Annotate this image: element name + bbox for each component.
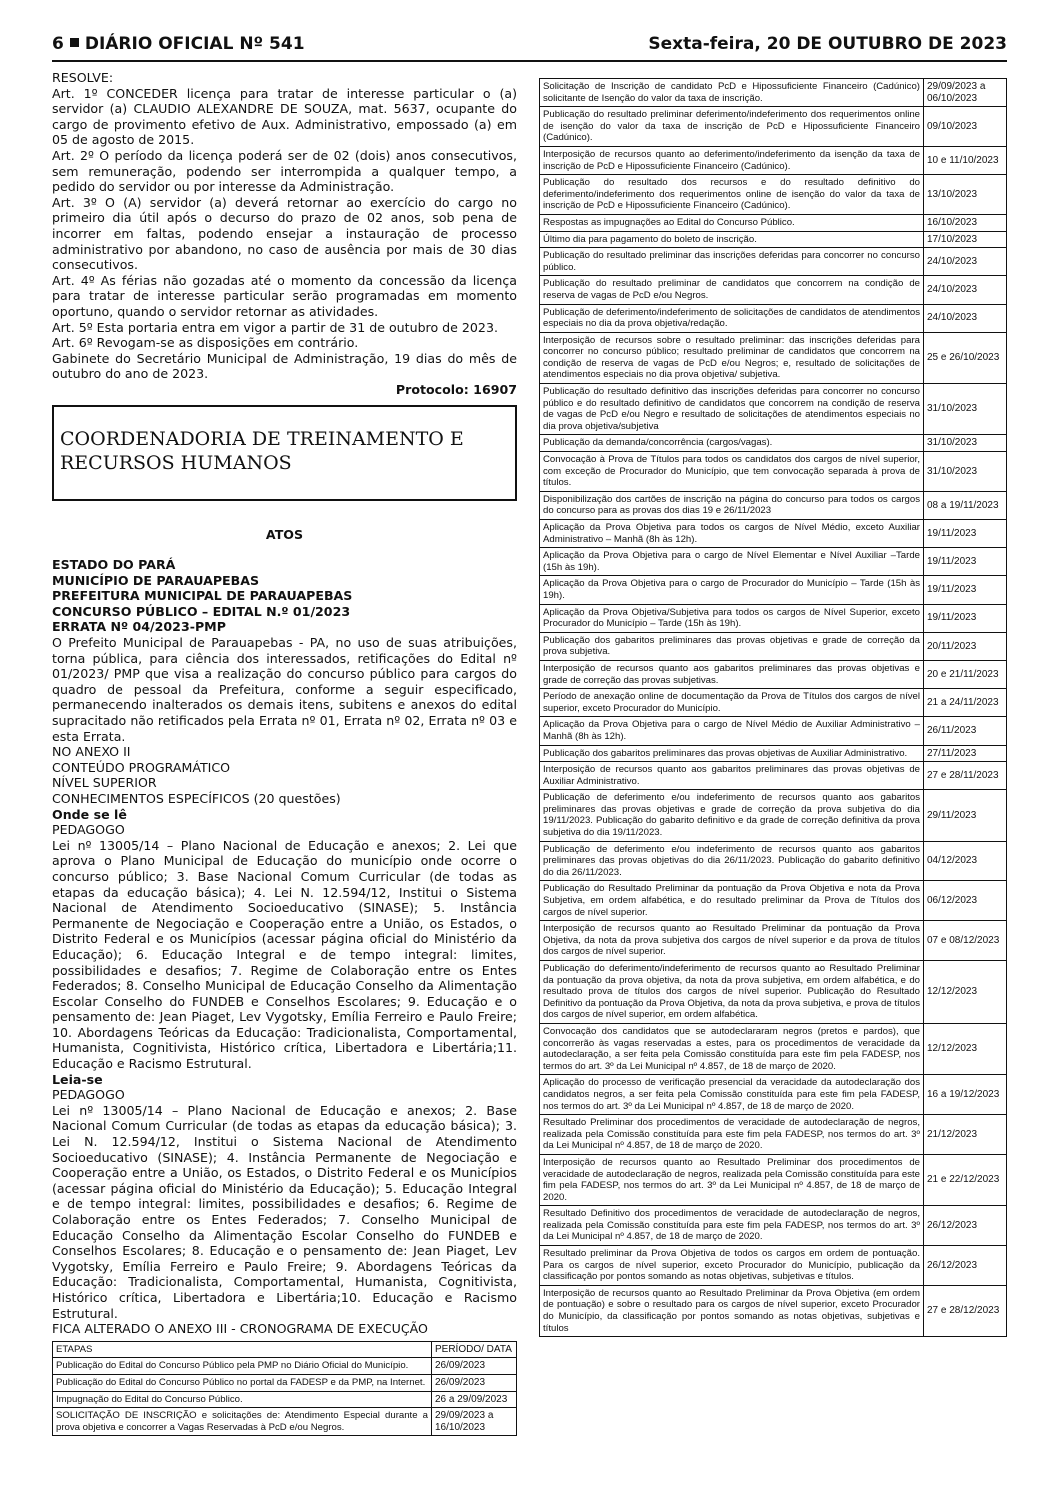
periodo-cell: 13/10/2023 [924, 175, 1007, 215]
periodo-cell: 06/12/2023 [924, 881, 1007, 921]
article-3: Art. 3º O (A) servidor (a) deverá retornar ao exercício do cargo no primeiro dia útil após o decurso do prazo de 02 anos, sob pena de incorrer em faltas, podendo ensejar a instauração de processo administrativo por abandono, no caso de ausência por mais de 30 dias consecutivos. [52, 194, 517, 273]
etapa-cell: Aplicação da Prova Objetiva para o cargo de Nível Médio de Auxiliar Administrativo – Manhã (8h às 12h). [540, 717, 924, 745]
heading-concurso: CONCURSO PÚBLICO – EDITAL N.º 01/2023 [52, 603, 351, 619]
periodo-cell: 29/09/2023 a 06/10/2023 [924, 79, 1007, 107]
table-row [540, 762, 1007, 790]
periodo-cell: 20 e 21/11/2023 [924, 660, 1007, 688]
periodo-cell: 31/10/2023 [924, 452, 1007, 492]
table-row [540, 745, 1007, 762]
table-row [53, 1408, 517, 1436]
periodo-cell: 27/11/2023 [924, 745, 1007, 762]
periodo-cell: 26/11/2023 [924, 717, 1007, 745]
periodo-cell: 27 e 28/11/2023 [924, 762, 1007, 790]
etapa-cell: Resultado Definitivo dos procedimentos de veracidade de autodeclaração de negros, realizada pela Comissão constituída para este fim pela FADESP, nos termos do art. 3º da Lei Municipal nº 4.857, de 18 de março de 2020. [540, 1206, 924, 1246]
etapa-cell: Aplicação da Prova Objetiva para todos os cargos de Nível Médio, exceto Auxiliar Administrativo – Manhã (8h às 12h). [540, 520, 924, 548]
etapa-cell: Publicação do resultado preliminar deferimento/indeferimento dos requerimentos online de isenção do valor da taxa de inscrição de PcD e Hipossuficiente Financeiro (Cadúnico). [540, 107, 924, 147]
table-row [540, 790, 1007, 841]
periodo-cell: 31/10/2023 [924, 435, 1007, 452]
etapa-cell: Publicação de deferimento/indeferimento de solicitações de candidatos de atendimentos especiais no dia da prova objetiva/redação. [540, 304, 924, 332]
header-periodo: PERÍODO/ DATA [432, 1341, 517, 1358]
content-text-new: Lei nº 13005/14 – Plano Nacional de Educação e anexos; 2. Base Nacional Comum Curricular (de todas as etapas da educação básica); 3. Lei N. 12.594/12, Institui o Sistema Nacional de Atendimento Socioeducativo (SINASE); 4. Instância Permanente de Negociação e Cooperação entre a União, os Estados, o Distrito Federal e os Municípios (acessar página oficial do Ministério da Educação); 5. Educação Integral e de tempo integral: limites, possibilidades e desafios; 6. Regime de Colaboração entre os Entes Federados; 7. Conselho Municipal de Educação Conselho da Alimentação Escolar Conselho do FUNDEB e Conselhos Escolares; 8. Educação e o pensamento de: Jean Piaget, Lev Vygotsky, Emília Ferreiro e Paulo Freire; 9. Abordagens Teóricas da Educação: Tradicionalista, Comportamental, Humanista, Cognitivista, Histórico crítica, Libertadora e Libertária;10. Educação e Racismo Estrutural. [52, 1102, 517, 1321]
errata-intro: O Prefeito Municipal de Parauapebas - PA, no uso de suas atribuições, torna pública, para ciência dos interessados, retificações do Edital nº 01/2023/ PMP que visa a realização do concurso público para cargos do quadro de pessoal da Prefeitura, conforme a seguir especificado, permanecendo inalterados os demais itens, subitens e anexos do edital supracitado não retificados pela Errata nº 01, Errata nº 02, Errata nº 03 e esta Errata. [52, 635, 517, 744]
pedagogo-label-1: PEDAGOGO [52, 822, 125, 838]
etapa-cell: Publicação do resultado dos recursos e do resultado definitivo do deferimento/indeferimento dos requerimentos online de isenção do valor da taxa de inscrição de PcD e Hipossuficiente Financeiro (Cadúnico). [540, 175, 924, 215]
etapa-cell: Aplicação da Prova Objetiva para o cargo de Procurador do Município – Tarde (15h às 19h). [540, 576, 924, 604]
etapa-cell: Aplicação da Prova Objetiva para o cargo de Nível Elementar e Nível Auxiliar –Tarde (15h às 19h). [540, 548, 924, 576]
section-title-line-2: RECURSOS HUMANOS [60, 452, 292, 475]
heading-estado: ESTADO DO PARÁ [52, 557, 176, 573]
periodo-cell: 17/10/2023 [924, 231, 1007, 248]
periodo-cell: 25 e 26/10/2023 [924, 332, 1007, 383]
article-1: Art. 1º CONCEDER licença para tratar de interesse particular o (a) servidor (a) CLAUDIO ALEXANDRE DE SOUZA, mat. 5637, ocupante do cargo de provimento efetivo de Aux. Administrativo, empossado (a) em 05 de agosto de 2015. [52, 85, 517, 148]
table-row [540, 660, 1007, 688]
periodo-cell: 12/12/2023 [924, 1023, 1007, 1074]
etapa-cell: Resultado preliminar da Prova Objetiva de todos os cargos em ordem de pontuação. Para os cargos de nível superior, exceto Procurador do Município, publicação da classificação por pontos somando as notas objetivas, subjetivas e títulos. [540, 1246, 924, 1286]
periodo-cell: 21 a 24/11/2023 [924, 689, 1007, 717]
table-row [540, 79, 1007, 107]
periodo-cell: 16/10/2023 [924, 214, 1007, 231]
etapa-cell: Aplicação da Prova Objetiva/Subjetiva para todos os cargos de Nível Superior, exceto Procurador do Município – Tarde (15h às 19h). [540, 604, 924, 632]
periodo-cell: 20/11/2023 [924, 632, 1007, 660]
closing-line: Gabinete do Secretário Municipal de Administração, 19 dias do mês de outubro do ano de 2023. [52, 350, 517, 382]
table-row [540, 175, 1007, 215]
table-row [540, 548, 1007, 576]
table-row [540, 961, 1007, 1024]
etapa-cell: Resultado Preliminar dos procedimentos de veracidade de autodeclaração de negros, realizada pela Comissão constituída para este fim pela FADESP, nos termos do art. 3º da Lei Municipal nº 4.857, de 18 de março de 2020. [540, 1115, 924, 1155]
etapa-cell: Publicação do Resultado Preliminar da pontuação da Prova Objetiva e nota da Prova Subjetiva, em ordem alfabética, e do resultado preliminar da Prova de Títulos dos cargos de nível superior. [540, 881, 924, 921]
table-row [540, 332, 1007, 383]
periodo-cell: 07 e 08/12/2023 [924, 921, 1007, 961]
periodo-cell: 24/10/2023 [924, 276, 1007, 304]
table-row [540, 1246, 1007, 1286]
table-row [540, 921, 1007, 961]
heading-prefeitura: PREFEITURA MUNICIPAL DE PARAUAPEBAS [52, 588, 353, 604]
table-row [540, 632, 1007, 660]
content-text-old: Lei nº 13005/14 – Plano Nacional de Educação e anexos; 2. Lei que aprova o Plano Municipal de Educação do município onde ocorre o concurso público; 3. Base Nacional Comum Curricular (de todas as etapas da educação básica); 4. Lei N. 12.594/12, Institui o Sistema Nacional de Atendimento Socioeducativo (SINASE); 5. Instância Permanente de Negociação e Cooperação entre a União, os Estados, o Distrito Federal e os Municípios (acessar página oficial do Ministério da Educação); 6. Educação Integral e de tempo integral: limites, possibilidades e desafios; 7. Regime de Colaboração entre os Entes Federados; 8. Conselho Municipal de Educação Conselho da Alimentação Escolar Conselho do FUNDEB e Conselhos Escolares; 9. Educação e o pensamento de: Jean Piaget, Lev Vygotsky, Emília Ferreiro e Paulo Freire; 10. Abordagens Teóricas da Educação: Tradicionalista, Comportamental, Humanista, Cognitivista, Histórico crítica, Libertadora e Libertária;11. Educação e Racismo Estrutural. [52, 837, 517, 1072]
etapa-cell: Aplicação do processo de verificação presencial da veracidade da autodeclaração dos candidatos negros, a ser feita pela Comissão constituída para este fim pela FADESP, nos termos do art. 3º da Lei Municipal nº 4.857, de 18 de março de 2020. [540, 1075, 924, 1115]
etapa-cell: Interposição de recursos quanto ao Resultado Preliminar da pontuação da Prova Objetiva, da nota da prova subjetiva dos cargos de nível superior e da prova de títulos dos cargos de nível superior. [540, 921, 924, 961]
table-row [540, 231, 1007, 248]
etapa-cell: Interposição de recursos quanto ao deferimento/indeferimento da isenção da taxa de inscrição de PcD e Hipossuficiente Financeiro (Cadúnico). [540, 146, 924, 174]
right-column [539, 78, 1007, 1337]
table-row [540, 452, 1007, 492]
cronograma-rows [540, 79, 1007, 1337]
periodo-cell: 10 e 11/10/2023 [924, 146, 1007, 174]
periodo-cell: 19/11/2023 [924, 548, 1007, 576]
table-row [540, 689, 1007, 717]
anexo-line-2: CONTEÚDO PROGRAMÁTICO [52, 759, 231, 775]
anexo-line-3: NÍVEL SUPERIOR [52, 775, 157, 791]
etapa-cell: Publicação dos gabaritos preliminares das provas objetivas e grade de correção da prova subjetiva. [540, 632, 924, 660]
table-row [540, 1206, 1007, 1246]
periodo-cell: 04/12/2023 [924, 841, 1007, 881]
table-row [540, 304, 1007, 332]
table-row [540, 1285, 1007, 1336]
etapa-cell: Publicação da demanda/concorrência (cargos/vagas). [540, 435, 924, 452]
heading-municipio: MUNICÍPIO DE PARAUAPEBAS [52, 572, 260, 588]
etapa-cell: Interposição de recursos quanto ao Resultado Preliminar da Prova Objetiva (em ordem de pontuação) e sobre o resultado para os cargos de nível superior, exceto Procurador do Município, da classificação por pontos somando as notas objetivas, subjetivas e títulos [540, 1285, 924, 1336]
article-2: Art. 2º O período da licença poderá ser de 02 (dois) anos consecutivos, sem remuneração, podendo ser interrompida a qualquer tempo, a pedido do servidor ou por interesse da Administração. [52, 147, 517, 195]
periodo-cell: 24/10/2023 [924, 248, 1007, 276]
square-bullet-icon [70, 38, 79, 47]
protocolo: Protocolo: 16907 [395, 381, 517, 397]
etapa-cell: Interposição de recursos sobre o resultado preliminar: das inscrições deferidas para concorrer no concurso público; resultado preliminar de candidatos que concorrem na condição de reserva de vagas de PcD e/ou Negros; e, resultado de solicitações de atendimentos especiais no dia prova objetiva/ subjetiva. [540, 332, 924, 383]
etapa-cell: Último dia para pagamento do boleto de inscrição. [540, 231, 924, 248]
page-header [52, 34, 1007, 62]
etapa-cell: Publicação do resultado definitivo das inscrições deferidas para concorrer no concurso público e do resultado definitivo de candidatos que concorrem na condição de reserva de vagas de PcD e/ou Negro e resultado de solicitações de atendimentos especiais no dia prova objetiva/subjetiva [540, 384, 924, 435]
atos-heading: ATOS [265, 527, 304, 543]
header-etapas: ETAPAS [53, 1341, 432, 1358]
section-title-box [52, 405, 517, 501]
etapa-cell: Impugnação do Edital do Concurso Público. [53, 1391, 432, 1408]
heading-errata: ERRATA Nº 04/2023-PMP [52, 619, 226, 635]
cronograma-table-left [52, 1341, 517, 1437]
table-row [540, 214, 1007, 231]
table-row [53, 1358, 517, 1375]
periodo-cell: 26/12/2023 [924, 1206, 1007, 1246]
anexo-line-4: CONHECIMENTOS ESPECÍFICOS (20 questões) [52, 790, 341, 806]
etapa-cell: Publicação do deferimento/indeferimento de recursos quanto ao Resultado Preliminar da pontuação da prova objetiva, da nota da prova subjetiva, em ordem alfabética, e do resultado prova de títulos dos cargos de nível superior. Publicação do Resultado Definitivo da pontuação da Prova Objetiva, da nota da prova subjetiva, e prova de títulos dos cargos de nível superior, em ordem alfabética. [540, 961, 924, 1024]
etapa-cell: Publicação do resultado preliminar das inscrições deferidas para concorrer no concurso público. [540, 248, 924, 276]
table-row [540, 107, 1007, 147]
header-left [52, 34, 305, 54]
table-row [53, 1391, 517, 1408]
etapa-cell: SOLICITAÇÃO DE INSCRIÇÃO e solicitações de: Atendimento Especial durante a prova objetiva e concorrer a Vagas Reservadas à PcD e/ou Negros. [53, 1408, 432, 1436]
periodo-cell: 19/11/2023 [924, 576, 1007, 604]
etapa-cell: Convocação dos candidatos que se autodeclararam negros (pretos e pardos), que concorrerão às vagas reservadas a estes, para os procedimentos de veracidade da autodeclaração, a ser feita pela Comissão constituída para este fim pela FADESP, nos termos do art. 3º da Lei Municipal nº 4.857, de 18 de março de 2020. [540, 1023, 924, 1074]
article-6: Art. 6º Revogam-se as disposições em contrário. [52, 335, 359, 351]
table-row [540, 881, 1007, 921]
periodo-cell: 19/11/2023 [924, 520, 1007, 548]
publication-title: DIÁRIO OFICIAL Nº 541 [84, 34, 305, 54]
periodo-cell: 29/09/2023 a 16/10/2023 [432, 1408, 517, 1436]
table-row [540, 576, 1007, 604]
issue-date: Sexta-feira, 20 DE OUTUBRO DE 2023 [648, 34, 1007, 54]
periodo-cell: 31/10/2023 [924, 384, 1007, 435]
article-5: Art. 5º Esta portaria entra em vigor a partir de 31 de outubro de 2023. [52, 319, 498, 335]
etapa-cell: Disponibilização dos cartões de inscrição na página do concurso para todos os cargos do concurso para as provas dos dias 19 e 26/11/2023 [540, 491, 924, 519]
periodo-cell: 21/12/2023 [924, 1115, 1007, 1155]
etapa-cell: Publicação do Edital do Concurso Público pela PMP no Diário Oficial do Município. [53, 1358, 432, 1375]
periodo-cell: 19/11/2023 [924, 604, 1007, 632]
periodo-cell: 26/12/2023 [924, 1246, 1007, 1286]
table-row [540, 248, 1007, 276]
periodo-cell: 26/09/2023 [432, 1374, 517, 1391]
table-row [540, 604, 1007, 632]
etapa-cell: Publicação de deferimento e/ou indeferimento de recursos quanto aos gabaritos preliminares das provas objetivas do dia 26/11/2023. Publicação do gabarito definitivo do dia 26/11/2023. [540, 841, 924, 881]
etapa-cell: Respostas as impugnações ao Edital do Concurso Público. [540, 214, 924, 231]
etapa-cell: Interposição de recursos quanto aos gabaritos preliminares das provas objetivas e grade de correção das provas subjetivas. [540, 660, 924, 688]
left-column [52, 70, 517, 1436]
section-title-line-1: COORDENADORIA DE TREINAMENTO E [60, 428, 464, 451]
etapa-cell: Publicação do Edital do Concurso Público no portal da FADESP e da PMP, na Internet. [53, 1374, 432, 1391]
onde-se-le: Onde se lê [52, 806, 127, 822]
table-row [540, 717, 1007, 745]
leia-se: Leia-se [52, 1071, 103, 1087]
periodo-cell: 27 e 28/12/2023 [924, 1285, 1007, 1336]
etapa-cell: Convocação à Prova de Títulos para todos os candidatos dos cargos de nível superior, com exceção de Procurador do Município, que tem convocação separada à prova de títulos. [540, 452, 924, 492]
etapa-cell: Publicação dos gabaritos preliminares das provas objetivas de Auxiliar Administrativo. [540, 745, 924, 762]
table-row [540, 841, 1007, 881]
etapa-cell: Solicitação de Inscrição de candidato PcD e Hipossuficiente Financeiro (Cadúnico) solicitante de Isenção do valor da taxa de inscrição. [540, 79, 924, 107]
table-header-row [53, 1341, 517, 1358]
periodo-cell: 12/12/2023 [924, 961, 1007, 1024]
table-row [53, 1374, 517, 1391]
section-title [60, 427, 464, 475]
periodo-cell: 08 a 19/11/2023 [924, 491, 1007, 519]
table-row [540, 384, 1007, 435]
etapa-cell: Período de anexação online de documentação da Prova de Títulos dos cargos de nível superior, exceto Procurador do Município. [540, 689, 924, 717]
periodo-cell: 26 a 29/09/2023 [432, 1391, 517, 1408]
pedagogo-label-2: PEDAGOGO [52, 1087, 125, 1103]
periodo-cell: 29/11/2023 [924, 790, 1007, 841]
periodo-cell: 16 a 19/12/2023 [924, 1075, 1007, 1115]
table-row [540, 435, 1007, 452]
etapa-cell: Publicação de deferimento e/ou indeferimento de recursos quanto aos gabaritos preliminares das provas objetivas e grade de correção da prova subjetiva do dia 19/11/2023. Publicação do gabarito definitivo e da grade de correção definitiva da prova subjetiva do dia 19/11/2023. [540, 790, 924, 841]
fica-alterado: FICA ALTERADO O ANEXO III - CRONOGRAMA DE EXECUÇÃO [52, 1321, 428, 1337]
periodo-cell: 26/09/2023 [432, 1358, 517, 1375]
etapa-cell: Publicação do resultado preliminar de candidatos que concorrem na condição de reserva de vagas de PcD e/ou Negros. [540, 276, 924, 304]
periodo-cell: 09/10/2023 [924, 107, 1007, 147]
table-row [540, 1075, 1007, 1115]
table-row [540, 1154, 1007, 1205]
periodo-cell: 24/10/2023 [924, 304, 1007, 332]
page-number: 6 [52, 34, 64, 54]
table-row [540, 1115, 1007, 1155]
table-row [540, 1023, 1007, 1074]
anexo-line-1: NO ANEXO II [52, 744, 131, 760]
periodo-cell: 21 e 22/12/2023 [924, 1154, 1007, 1205]
table-row [540, 491, 1007, 519]
table-row [540, 276, 1007, 304]
cronograma-table-right [539, 78, 1007, 1337]
etapa-cell: Interposição de recursos quanto ao Resultado Preliminar dos procedimentos de veracidade de autodeclaração de negros, realizada pela Comissão constituída para este fim pela FADESP, nos termos do art. 3º da Lei Municipal nº 4.857, de 18 de março de 2020. [540, 1154, 924, 1205]
resolve-heading: RESOLVE: [52, 70, 114, 85]
table-row [540, 146, 1007, 174]
article-4: Art. 4º As férias não gozadas até o momento da concessão da licença para tratar de interesse particular serão programadas em momento oportuno, quando o servidor retornar as atividades. [52, 272, 517, 319]
table-row [540, 520, 1007, 548]
etapa-cell: Interposição de recursos quanto aos gabaritos preliminares das provas objetivas de Auxiliar Administrativo. [540, 762, 924, 790]
